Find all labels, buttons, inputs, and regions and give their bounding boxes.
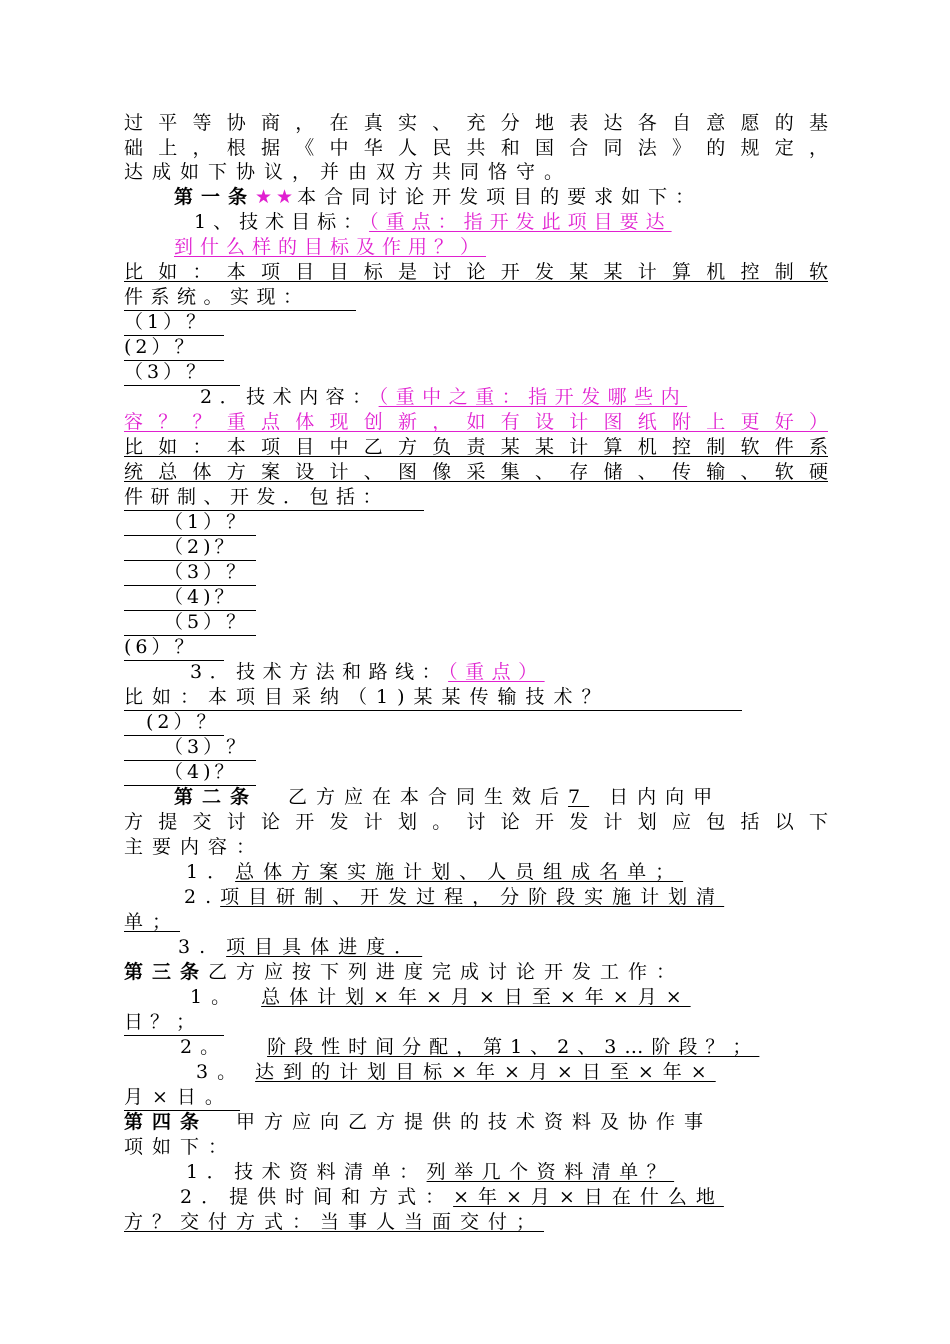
example-text: 比如：本项目中乙方负责某某计算机控制软件系 [124, 436, 828, 458]
tech-method-line [190, 660, 545, 685]
tech-goal-line-2 [174, 235, 486, 260]
list-item-text: 月×日。 [124, 1085, 240, 1111]
text: 方提交讨论开发计划。讨论开发计划应包括以下 [124, 811, 828, 833]
list-item [186, 1160, 674, 1185]
para-line [124, 111, 828, 136]
list-item-text: （4)？ [124, 585, 256, 611]
example-text: 件系统。实现： [124, 285, 356, 311]
item-number: 3. [178, 936, 215, 958]
article-text: 日内向甲 [609, 786, 722, 808]
example-text: 比如：本项目采纳（1)某某传输技术？ [124, 685, 742, 711]
list-item-cont [124, 1010, 224, 1035]
emphasis-note: （重中之重：指开发哪些内 [378, 386, 688, 408]
list-item [124, 360, 240, 385]
list-item [180, 1185, 724, 1210]
example-line [124, 435, 828, 460]
list-item [124, 310, 224, 335]
example-line [124, 260, 828, 285]
tech-content-line [200, 385, 687, 410]
emphasis-note: 到什么样的目标及作用？） [174, 236, 487, 258]
list-item [124, 585, 256, 610]
article-2-heading [174, 785, 721, 810]
para-line [124, 160, 572, 185]
example-line [124, 685, 742, 710]
list-item-text: （1）？ [124, 310, 224, 336]
text: 过平等协商，在真实、充分地表达各自意愿的基 [124, 112, 828, 134]
list-item-text: 项目具体进度． [226, 936, 423, 958]
example-text: 统总体方案设计、图像采集、存储、传输、软硬 [124, 461, 828, 483]
list-item-text: (6）？ [124, 635, 224, 661]
list-item-cont [124, 1085, 240, 1110]
item-number: 1． [186, 861, 236, 883]
list-item-text: （1）？ [124, 510, 256, 536]
example-line [124, 285, 356, 310]
list-item-text: （3）？ [124, 360, 240, 386]
para-line [124, 1135, 236, 1160]
list-item-text: 项目研制、开发过程，分阶段实施计划清 [220, 886, 725, 908]
emphasis-note: （重点：指开发此项目要达 [369, 211, 672, 233]
list-item [196, 1060, 716, 1085]
article-text: 本合同讨论开发项目的要求如下： [297, 186, 703, 208]
list-item [124, 610, 256, 635]
article-text: 乙方应按下列进度完成讨论开发工作： [208, 961, 685, 983]
para-line [124, 810, 828, 835]
item-number: 1．技术资料清单： [186, 1161, 427, 1183]
list-item [186, 860, 683, 885]
list-item-text: 阶段性时间分配，第1、2、3…阶段？； [267, 1036, 760, 1058]
para-line [124, 835, 264, 860]
item-number: 3。 [196, 1061, 246, 1083]
article-text: 甲方应向乙方提供的技术资料及协作事 [236, 1111, 713, 1133]
item-number: 2。 [180, 1036, 228, 1058]
list-item-text: ×年×月×日在什么地 [453, 1186, 724, 1208]
list-item-text: 日？； [124, 1010, 224, 1036]
list-item [124, 735, 256, 760]
list-item-text: （4)？ [124, 760, 256, 786]
list-item [178, 935, 422, 960]
example-text: 件研制、开发．包括： [124, 485, 424, 511]
article-text: 乙方应在本合同生效后 [288, 786, 569, 808]
list-item-text: 方？交付方式：当事人当面交付； [124, 1211, 545, 1233]
list-item-text: (2）？ [124, 335, 224, 361]
tech-content-line-2 [124, 410, 828, 435]
list-item-cont [124, 910, 180, 935]
article-title: 第三条 [124, 961, 209, 983]
article-title: 第二条 [174, 786, 259, 808]
article-3-heading [124, 960, 684, 985]
list-item [184, 885, 724, 910]
article-title: 第四条 [124, 1111, 209, 1133]
emphasis-note: 容？？重点体现创新，如有设计图纸附上更好） [124, 411, 828, 433]
item-label: 1、技术目标： [194, 211, 370, 233]
example-text: 比如：本项目目标是讨论开发某某计算机控制软 [124, 261, 828, 283]
list-item-text: (2）？ [124, 710, 224, 736]
list-item-text: （3）？ [124, 560, 256, 586]
item-number: 2．提供时间和方式： [180, 1186, 454, 1208]
text: 达成如下协议，并由双方共同恪守。 [124, 161, 573, 183]
text: 础上，根据《中华人民共和国合同法》的规定， [124, 137, 828, 159]
list-item [124, 535, 256, 560]
item-number: 1。 [190, 986, 240, 1008]
list-item [124, 635, 224, 660]
days-value: 7 [568, 786, 590, 808]
example-line [124, 460, 828, 485]
list-item-cont [124, 1210, 544, 1235]
list-item-text: 总体方案实施计划、人员组成名单； [235, 861, 684, 883]
list-item-text: 单； [124, 911, 181, 933]
list-item-text: 列举几个资料清单？ [426, 1161, 675, 1183]
list-item [180, 1035, 759, 1060]
example-line [124, 485, 424, 510]
list-item [124, 510, 256, 535]
list-item-text: （2)？ [124, 535, 256, 561]
article-title: 第一条 [174, 186, 256, 208]
tech-goal-line [194, 210, 672, 235]
list-item [124, 710, 224, 735]
list-item [124, 335, 224, 360]
text: 主要内容： [124, 836, 265, 858]
list-item-text: 达到的计划目标×年×月×日至×年× [255, 1061, 716, 1083]
text: 项如下： [124, 1136, 237, 1158]
article-1-heading [174, 185, 702, 210]
star-icon: ★★ [255, 186, 298, 208]
list-item [190, 985, 691, 1010]
list-item [124, 760, 256, 785]
item-label: 2．技术内容： [200, 386, 379, 408]
list-item-text: （5）？ [124, 610, 256, 636]
article-4-heading [124, 1110, 712, 1135]
item-number: 2. [184, 886, 221, 908]
para-line [124, 136, 828, 161]
item-label: 3．技术方法和路线： [190, 661, 449, 683]
list-item-text: 总体计划×年×月×日至×年×月× [261, 986, 691, 1008]
list-item-text: （3）？ [124, 735, 256, 761]
emphasis-note: （重点） [448, 661, 545, 683]
list-item [124, 560, 256, 585]
